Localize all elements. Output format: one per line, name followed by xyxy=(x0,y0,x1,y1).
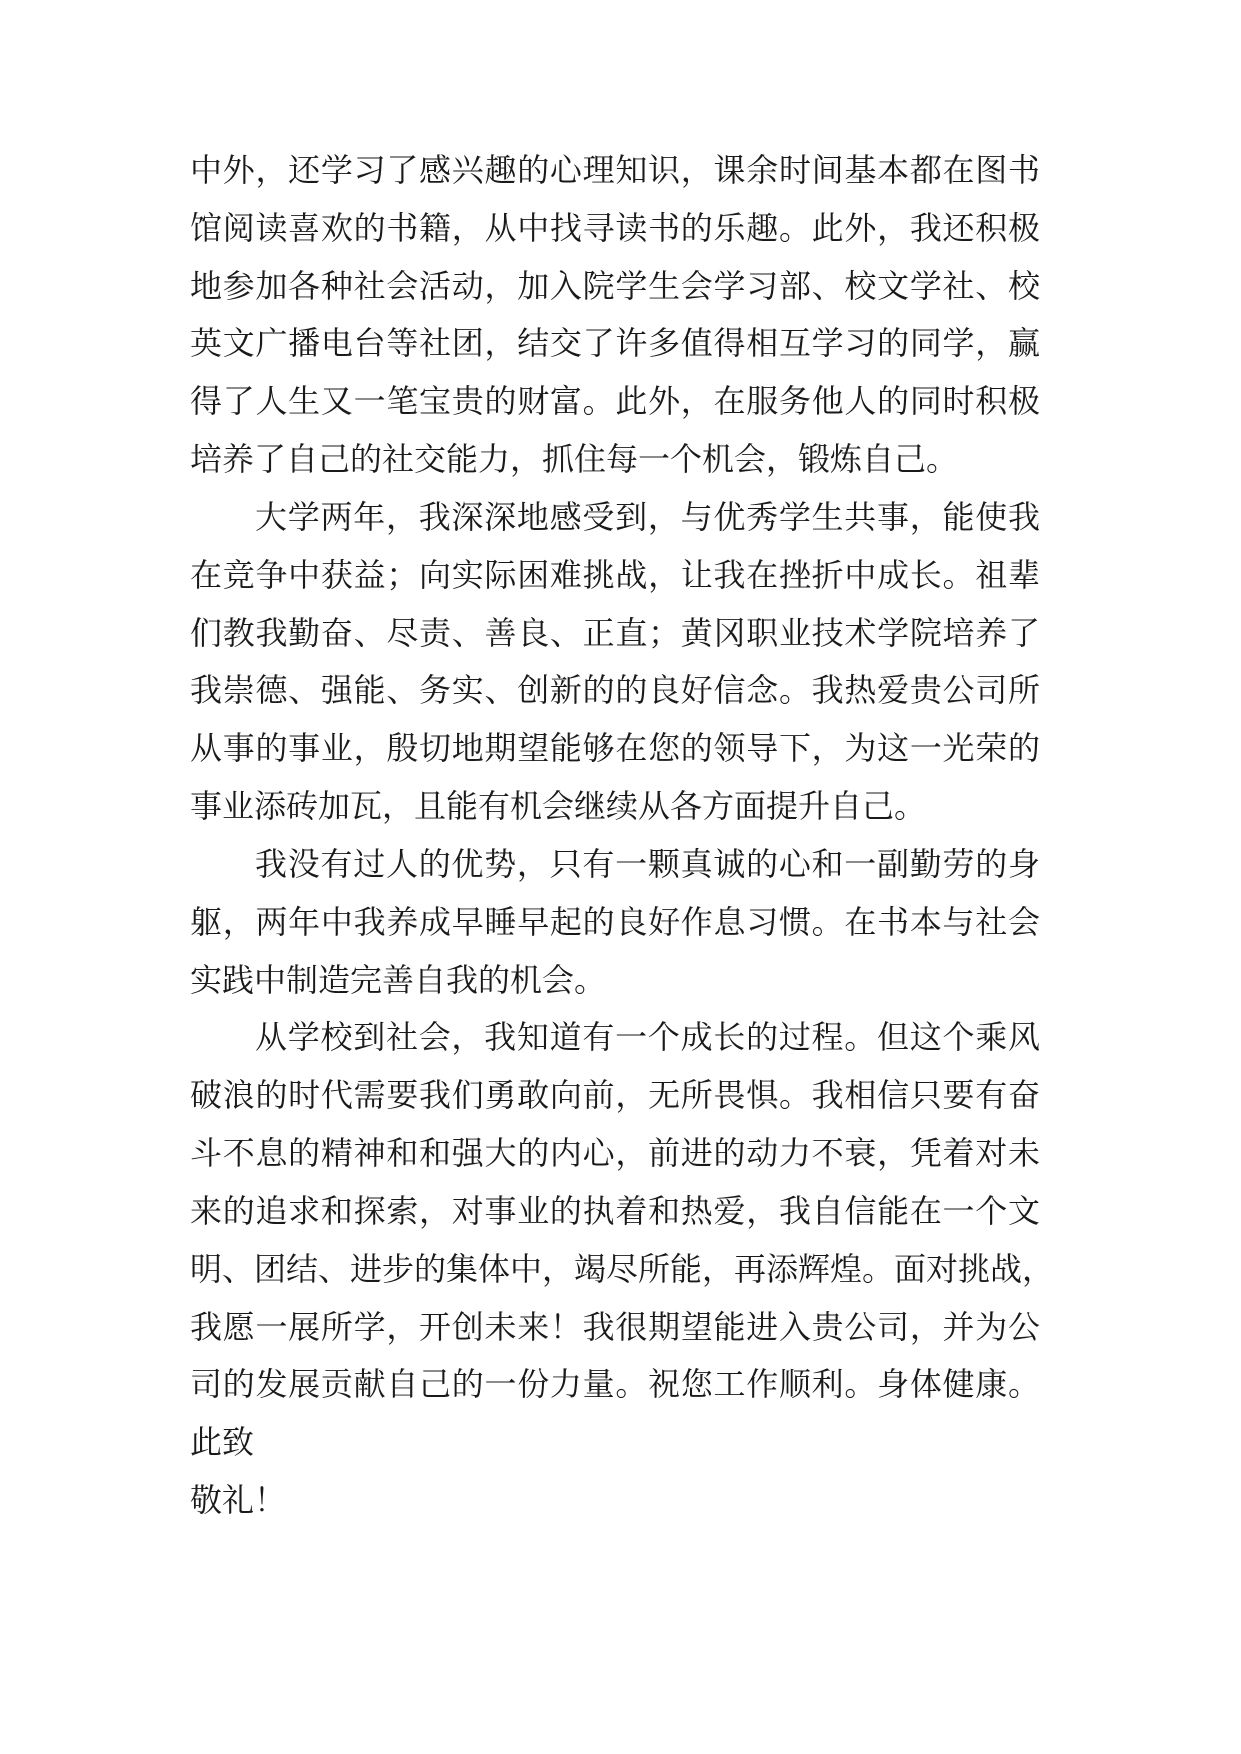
paragraph-line: 明、团结、进步的集体中，竭尽所能，再添辉煌。面对挑战， xyxy=(190,1250,1055,1288)
paragraph-line: 中外，还学习了感兴趣的心理知识，课余时间基本都在图书 xyxy=(190,151,1040,189)
paragraph-line: 馆阅读喜欢的书籍，从中找寻读书的乐趣。此外，我还积极 xyxy=(190,209,1040,247)
paragraph-line: 从学校到社会，我知道有一个成长的过程。但这个乘风 xyxy=(255,1018,1040,1056)
paragraph-line: 我崇德、强能、务实、创新的的良好信念。我热爱贵公司所 xyxy=(190,671,1040,709)
paragraph-line: 来的追求和探索，对事业的执着和热爱，我自信能在一个文 xyxy=(190,1192,1040,1230)
paragraph-line: 们教我勤奋、尽责、善良、正直；黄冈职业技术学院培养了 xyxy=(190,614,1040,652)
paragraph-line: 大学两年，我深深地感受到，与优秀学生共事，能使我 xyxy=(255,498,1040,536)
paragraph-line: 事业添砖加瓦，且能有机会继续从各方面提升自己。 xyxy=(190,787,927,825)
paragraph-line: 地参加各种社会活动，加入院学生会学习部、校文学社、校 xyxy=(190,267,1040,305)
paragraph-line: 实践中制造完善自我的机会。 xyxy=(190,961,607,999)
paragraph-line: 从事的事业，殷切地期望能够在您的领导下，为这一光荣的 xyxy=(190,729,1040,767)
paragraph-line: 得了人生又一笔宝贵的财富。此外，在服务他人的同时积极 xyxy=(190,382,1040,420)
paragraph-line: 英文广播电台等社团，结交了许多值得相互学习的同学，赢 xyxy=(190,324,1040,362)
paragraph-line: 我愿一展所学，开创未来！我很期望能进入贵公司，并为公 xyxy=(190,1308,1040,1346)
salutation-line: 敬礼！ xyxy=(190,1481,287,1519)
paragraph-line: 我没有过人的优势，只有一颗真诚的心和一副勤劳的身 xyxy=(255,845,1040,883)
paragraph-line: 司的发展贡献自己的一份力量。祝您工作顺利。身体健康。 xyxy=(190,1365,1040,1403)
paragraph-line: 在竞争中获益；向实际困难挑战，让我在挫折中成长。祖辈 xyxy=(190,556,1040,594)
paragraph-line: 培养了自己的社交能力，抓住每一个机会，锻炼自己。 xyxy=(190,440,959,478)
paragraph-line: 斗不息的精神和和强大的内心，前进的动力不衰，凭着对未 xyxy=(190,1134,1040,1172)
closing-line: 此致 xyxy=(190,1423,255,1461)
paragraph-line: 破浪的时代需要我们勇敢向前，无所畏惧。我相信只要有奋 xyxy=(190,1076,1040,1114)
paragraph-line: 躯，两年中我养成早睡早起的良好作息习惯。在书本与社会 xyxy=(190,903,1040,941)
